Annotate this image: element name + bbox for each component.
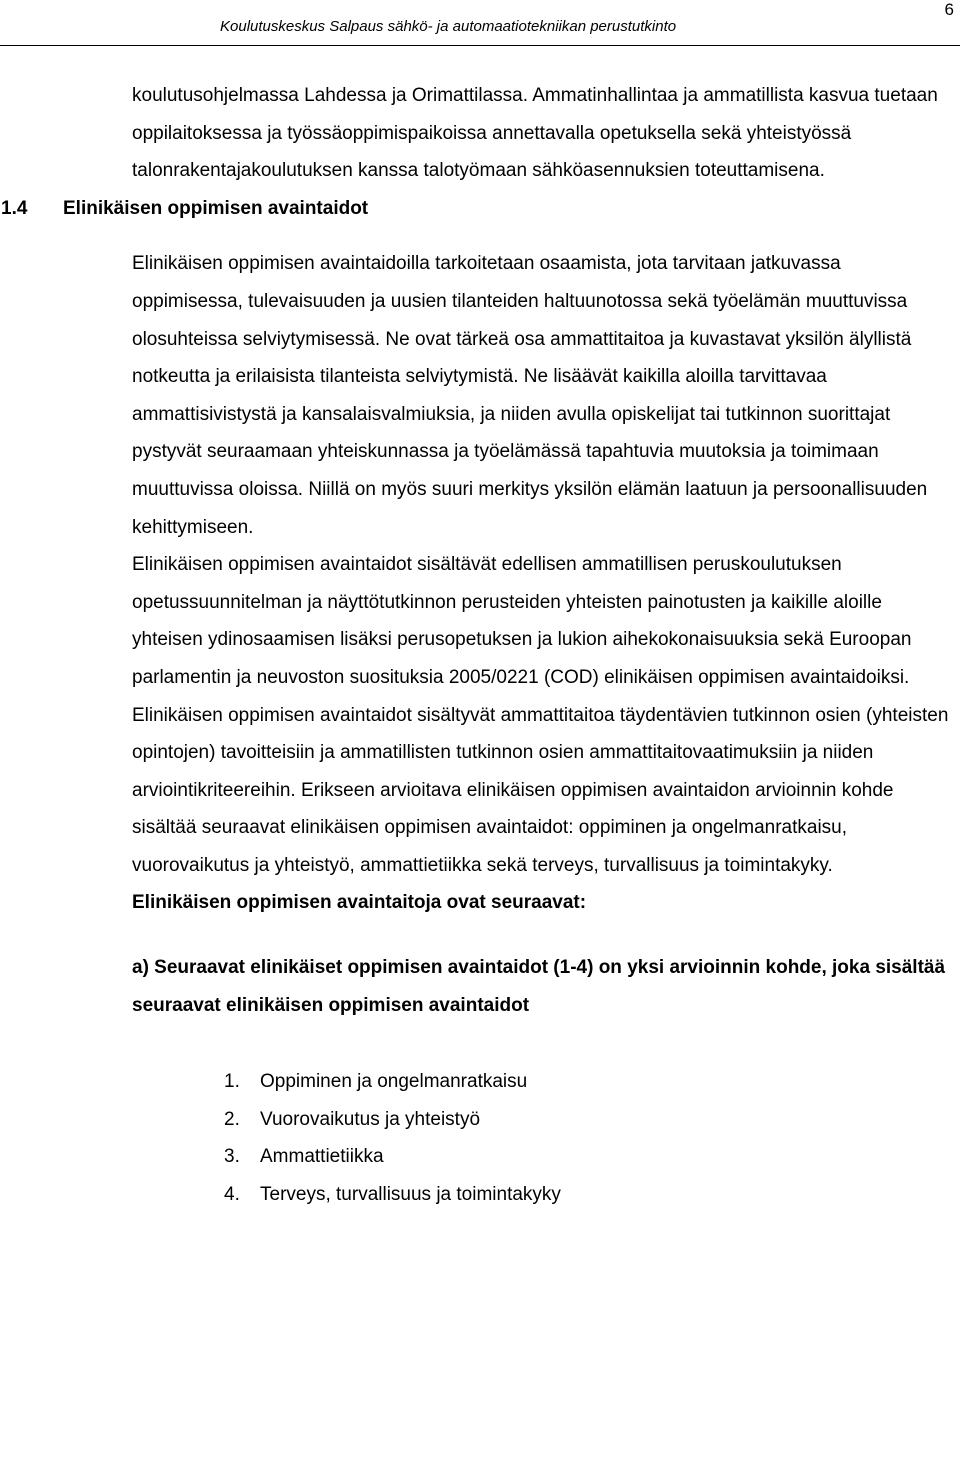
list-item-text: Ammattietiikka	[260, 1146, 384, 1168]
section-number: 1.4	[1, 197, 28, 219]
page-header	[0, 0, 960, 50]
intro-paragraph: koulutusohjelmassa Lahdessa ja Orimattilassa. Ammatinhallintaa ja ammatillista kasvua tuetaan oppilaitoksessa ja työssäoppimispaikoissa annettavalla opetuksella sekä yhteistyössä talonrakentajakoulutuksen kanssa talotyömaan sähköasennuksien toteuttamisena.	[132, 85, 938, 182]
list-item-text: Terveys, turvallisuus ja toimintakyky	[260, 1184, 561, 1206]
skills-list	[132, 1063, 954, 1213]
paragraph-contents: Elinikäisen oppimisen avaintaidot sisältävät edellisen ammatillisen peruskoulutuksen opetussuunnitelman ja näyttötutkinnon perusteiden yhteisten painotusten ja kaikille aloille yhteisen ydinosaamisen lisäksi perusopetuksen ja lukion aihekokonaisuuksia sekä Euroopan parlamentin ja neuvoston suosituksia 2005/0221 (COD) elinikäisen oppimisen avaintaidoiksi.	[132, 554, 912, 688]
page-number: 6	[944, 0, 954, 19]
bold-intro: Elinikäisen oppimisen avaintaitoja ovat seuraavat:	[132, 892, 587, 914]
list-item-text: Vuorovaikutus ja yhteistyö	[260, 1108, 481, 1130]
paragraph-definition: Elinikäisen oppimisen avaintaidoilla tarkoitetaan osaamista, jota tarvitaan jatkuvassa oppimisessa, tulevaisuuden ja uusien tilanteiden haltuunotossa sekä työelämän muuttuvissa olosuhteissa selviytymisessä. Ne ovat tärkeä osa ammattitaitoa ja kuvastavat yksilön älyllistä notkeutta ja erilaisista tilanteista selviytymistä. Ne lisäävät kaikilla aloilla tarvittavaa ammattisivistystä ja kansalaisvalmiuksia, ja niiden avulla opiskelijat tai tutkinnon suorittajat pystyvät seuraamaan yhteiskunnassa ja työelämässä tapahtuvia muutoksia ja toimimaan muuttuvissa oloissa. Niillä on myös suuri merkitys yksilön elämän laatuun ja persoonallisuuden kehittymiseen.	[132, 253, 928, 538]
subsection-a-heading: a) Seuraavat elinikäiset oppimisen avaintaidot (1-4) on yksi arvioinnin kohde, joka sisältää seuraavat elinikäisen oppimisen avaintaidot	[132, 957, 946, 1016]
document-body	[1, 77, 954, 1214]
list-item	[224, 1176, 954, 1214]
list-item-text: Oppiminen ja ongelmanratkaisu	[260, 1071, 528, 1093]
header-rule	[0, 45, 960, 46]
list-item-number: 1.	[224, 1071, 240, 1093]
running-header-title: Koulutuskeskus Salpaus sähkö- ja automaatiotekniikan perustutkinto	[220, 18, 677, 35]
section-heading	[1, 190, 954, 228]
list-item-number: 4.	[224, 1184, 240, 1206]
list-item	[224, 1063, 954, 1101]
section-title: Elinikäisen oppimisen avaintaidot	[63, 197, 369, 219]
paragraph-assessment: Elinikäisen oppimisen avaintaidot sisältyvät ammattitaitoa täydentävien tutkinnon osien (yhteisten opintojen) tavoitteisiin ja ammatillisten tutkinnon osien ammattitaitovaatimuksiin ja niiden arviointikriteereihin. Erikseen arvioitava elinikäisen oppimisen avaintaidon arvioinnin kohde sisältää seuraavat elinikäisen oppimisen avaintaidot: oppiminen ja ongelmanratkaisu, vuorovaikutus ja yhteistyö, ammattietiikka sekä terveys, turvallisuus ja toimintakyky.	[132, 704, 949, 876]
list-item-number: 2.	[224, 1108, 240, 1130]
list-item	[224, 1101, 954, 1139]
list-item-number: 3.	[224, 1146, 240, 1168]
list-item	[224, 1138, 954, 1176]
